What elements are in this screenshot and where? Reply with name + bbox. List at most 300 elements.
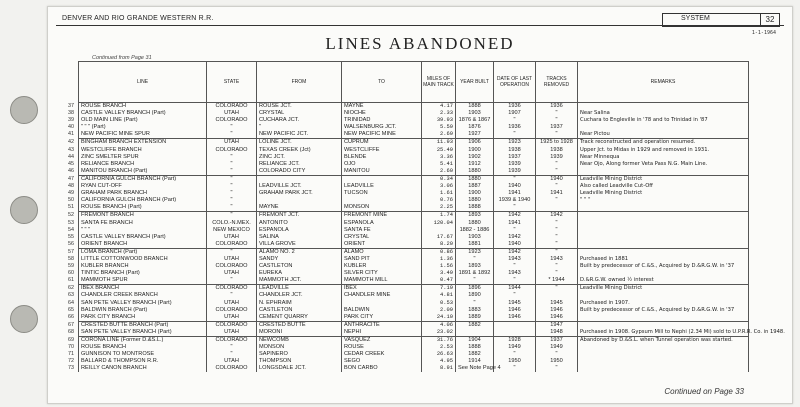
cell-removed: " — [536, 227, 578, 234]
table-row — [79, 197, 749, 204]
table-row — [79, 344, 749, 351]
cell-miles: 0.53 — [422, 300, 456, 307]
cell-built: 1900 — [456, 147, 494, 154]
cell-last: 1942 — [494, 234, 536, 241]
cell-last: 1937 — [494, 154, 536, 161]
cell-removed: 1949 — [536, 344, 578, 351]
cell-remarks — [578, 212, 749, 220]
cell-from: ANTONITO — [257, 220, 342, 227]
cell-removed: " — [536, 234, 578, 241]
row-number: 63 — [68, 292, 74, 299]
cell-state: " — [207, 124, 257, 131]
cell-removed: 1945 — [536, 300, 578, 307]
cell-remarks: Near Minnequa — [578, 154, 749, 161]
row-number: 62 — [68, 285, 74, 292]
row-number: 68 — [68, 328, 74, 335]
cell-state: COLORADO — [207, 321, 257, 329]
cell-from: MORONI — [257, 329, 342, 337]
cell-line: BINGHAM BRANCH EXTENSION — [79, 139, 207, 147]
cell-line: OLD MAIN LINE (Part) — [79, 117, 207, 124]
cell-removed: " — [536, 220, 578, 227]
binder-holes — [10, 0, 40, 407]
cell-to: MAMMOTH MILL — [342, 277, 422, 285]
cell-removed: " — [536, 285, 578, 293]
cell-from: LEADVILLE JCT. — [257, 183, 342, 190]
cell-built: 1903 — [456, 110, 494, 117]
table-row — [79, 139, 749, 147]
cell-removed: " — [536, 270, 578, 277]
cell-remarks — [578, 358, 749, 365]
cell-line: KUBLER BRANCH — [79, 263, 207, 270]
cell-last: " — [494, 227, 536, 234]
row-number: 67 — [68, 321, 74, 328]
cell-removed: " — [536, 365, 578, 372]
cell-remarks: Abandoned by D.&S.L. when Tunnel operation was started. — [578, 337, 749, 345]
cell-last: 1923 — [494, 139, 536, 147]
cell-line: GUNNISON TO MONTROSE — [79, 351, 207, 358]
cell-line: WESTCLIFFE BRANCH — [79, 147, 207, 154]
cell-removed: 1939 — [536, 154, 578, 161]
cell-last: 1940 — [494, 183, 536, 190]
cell-from: VILLA GROVE — [257, 241, 342, 249]
cell-state: COLORADO — [207, 365, 257, 372]
cell-miles — [422, 227, 456, 234]
cell-line: " " " (Part) — [79, 124, 207, 131]
cell-last: 1936 — [494, 103, 536, 111]
cell-last: 1946 — [494, 314, 536, 322]
row-number: 60 — [68, 270, 74, 277]
cell-state: " — [207, 204, 257, 212]
cell-from: CRYSTAL — [257, 110, 342, 117]
binder-hole — [10, 305, 38, 333]
row-number: 39 — [68, 117, 74, 124]
cell-last: " — [494, 263, 536, 270]
cell-from: SALINA — [257, 234, 342, 241]
row-number: 37 — [68, 103, 74, 109]
table-row — [79, 110, 749, 117]
col-miles: MILES OF MAIN TRACK — [422, 62, 456, 103]
cell-removed: 1925 to 1928 — [536, 139, 578, 147]
cell-built: 1888 — [456, 344, 494, 351]
col-from: FROM — [257, 62, 342, 103]
cell-removed: " — [536, 263, 578, 270]
table-row — [79, 124, 749, 131]
cell-state: " — [207, 161, 257, 168]
row-number: 38 — [68, 110, 74, 117]
cell-remarks: Near Salina — [578, 110, 749, 117]
table-row — [79, 204, 749, 212]
cell-remarks — [578, 344, 749, 351]
cell-built: 1882 — [456, 351, 494, 358]
cell-from: TEXAS CREEK (Jct) — [257, 147, 342, 154]
cell-last: " — [494, 175, 536, 183]
cell-remarks: Also called Leadville Cut-Off — [578, 183, 749, 190]
cell-to: CEDAR CREEK — [342, 351, 422, 358]
cell-miles: 8.20 — [422, 241, 456, 249]
cell-remarks — [578, 204, 749, 212]
cell-from: MAMMOTH JCT. — [257, 277, 342, 285]
cell-removed: " — [536, 183, 578, 190]
cell-to: ROUSE — [342, 344, 422, 351]
cell-remarks — [578, 220, 749, 227]
table-row — [79, 175, 749, 183]
cell-built: 1883 — [456, 307, 494, 314]
cell-to: TRINIDAD — [342, 117, 422, 124]
cell-removed: 1940 — [536, 175, 578, 183]
cell-removed: 1942 — [536, 212, 578, 220]
cell-miles: 1.36 — [422, 256, 456, 263]
cell-line: ORIENT BRANCH — [79, 241, 207, 249]
table-row — [79, 314, 749, 322]
cell-remarks — [578, 248, 749, 256]
cell-remarks — [578, 292, 749, 299]
cell-from: CRESTED BUTTE — [257, 321, 342, 329]
cell-built: 1887 — [456, 183, 494, 190]
lines-table — [78, 61, 785, 372]
cell-built: 1876 & 1867 — [456, 117, 494, 124]
cell-line: IBEX BRANCH — [79, 285, 207, 293]
cell-state: UTAH — [207, 329, 257, 337]
table-row — [79, 131, 749, 139]
cell-remarks — [578, 124, 749, 131]
row-number: 52 — [68, 212, 74, 219]
cell-state: " — [207, 248, 257, 256]
cell-remarks: Leadville Mining District — [578, 285, 749, 293]
cell-from: ESPANOLA — [257, 227, 342, 234]
row-number: 40 — [68, 124, 74, 131]
cell-from: LONGSDALE JCT. — [257, 365, 342, 372]
col-remarks: REMARKS — [578, 62, 749, 103]
cell-removed: 1946 — [536, 314, 578, 322]
cell-last — [494, 321, 536, 329]
cell-state: " — [207, 212, 257, 220]
cell-last: 1942 — [494, 248, 536, 256]
cell-from: THOMPSON — [257, 358, 342, 365]
cell-to: MANITOU — [342, 168, 422, 176]
cell-last: 1940 — [494, 241, 536, 249]
railroad-name: DENVER AND RIO GRANDE WESTERN R.R. — [62, 15, 214, 22]
cell-last: 1946 — [494, 307, 536, 314]
cell-removed: * 1944 — [536, 277, 578, 285]
table-row — [79, 147, 749, 154]
cell-line: MANITOU BRANCH (Part) — [79, 168, 207, 176]
cell-last: 1949 — [494, 344, 536, 351]
row-number: 41 — [68, 131, 74, 138]
cell-miles: 3.49 — [422, 270, 456, 277]
cell-built: 1914 — [456, 358, 494, 365]
cell-built: " — [456, 277, 494, 285]
cell-remarks: Purchased in 1907. — [578, 300, 749, 307]
cell-last: " — [494, 351, 536, 358]
cell-to — [342, 197, 422, 204]
cell-remarks: Upper Jct. to Midas in 1929 and removed in 1931. — [578, 147, 749, 154]
row-number: 59 — [68, 263, 74, 270]
cell-to: KUBLER — [342, 263, 422, 270]
cell-to: CHANDLER MINE — [342, 292, 422, 299]
cell-state: COLORADO — [207, 285, 257, 293]
system-number: 32 — [760, 14, 779, 26]
cell-to: MONSON — [342, 204, 422, 212]
cell-remarks: Near Ojo, Along former Veta Pass N.G. Main Line. — [578, 161, 749, 168]
cell-to: ORIENT — [342, 241, 422, 249]
cell-to: NEPHI — [342, 329, 422, 337]
cell-from: NEWCOMB — [257, 337, 342, 345]
row-number: 61 — [68, 277, 74, 284]
cell-line: RYAN CUT-OFF — [79, 183, 207, 190]
cell-state: " — [207, 344, 257, 351]
cell-remarks: Purchased in 1881 — [578, 256, 749, 263]
cell-last: 1936 — [494, 124, 536, 131]
cell-miles: 24.10 — [422, 314, 456, 322]
cell-last: 1943 — [494, 270, 536, 277]
cell-miles: 5.59 — [422, 124, 456, 131]
table-row — [79, 248, 749, 256]
cell-removed: " — [536, 161, 578, 168]
cell-line: BALDWIN BRANCH (Part) — [79, 307, 207, 314]
cell-miles: 3.36 — [422, 154, 456, 161]
cell-state: COLORADO — [207, 263, 257, 270]
cell-remarks: Cuchara to Engleville in '78 and to Trinidad in '87 — [578, 117, 749, 124]
cell-line: ROUSE BRANCH — [79, 103, 207, 111]
cell-built: 1880 — [456, 220, 494, 227]
cell-to: SILVER CITY — [342, 270, 422, 277]
cell-state: " — [207, 197, 257, 204]
cell-state: COLORADO — [207, 117, 257, 124]
row-number: 51 — [68, 204, 74, 211]
continued-on-note: Continued on Page 33 — [664, 387, 744, 396]
cell-line: SAN PETE VALLEY BRANCH (Part) — [79, 329, 207, 337]
cell-built: 1906 — [456, 139, 494, 147]
cell-from: CASTLETON — [257, 307, 342, 314]
row-number: 56 — [68, 240, 74, 247]
cell-removed — [536, 204, 578, 212]
cell-remarks: D.&R.G.W. owned ½ interest — [578, 277, 749, 285]
cell-to: NIOCHE — [342, 110, 422, 117]
cell-line: CHANDLER CREEK BRANCH — [79, 292, 207, 299]
cell-last: 1943 — [494, 256, 536, 263]
cell-from: LOLINE JCT. — [257, 139, 342, 147]
cell-removed: " — [536, 110, 578, 117]
col-tracks-removed: TRACKS REMOVED — [536, 62, 578, 103]
cell-line: CALIFORNIA GULCH BRANCH (Part) — [79, 197, 207, 204]
cell-from: NEW PACIFIC JCT. — [257, 131, 342, 139]
row-number: 53 — [68, 219, 74, 226]
cell-line: FREMONT BRANCH — [79, 212, 207, 220]
cell-state: COLO.-N.MEX. — [207, 220, 257, 227]
cell-miles: 26.63 — [422, 351, 456, 358]
cell-remarks — [578, 351, 749, 358]
cell-miles: 2.33 — [422, 110, 456, 117]
cell-to: WESTCLIFFE — [342, 147, 422, 154]
cell-state: UTAH — [207, 300, 257, 307]
cell-removed: " — [536, 351, 578, 358]
table-body — [79, 103, 785, 373]
cell-to: SEGO — [342, 358, 422, 365]
cell-from — [257, 175, 342, 183]
cell-state: " — [207, 168, 257, 176]
table-row — [79, 358, 749, 365]
row-number: 45 — [68, 160, 74, 167]
table-row — [79, 241, 749, 249]
cell-from: GRAHAM PARK JCT. — [257, 190, 342, 197]
cell-state: " — [207, 351, 257, 358]
table-row — [79, 168, 749, 176]
cell-from: LEADVILLE — [257, 285, 342, 293]
table-row — [79, 117, 749, 124]
cell-removed: 1947 — [536, 321, 578, 329]
cell-last: " — [494, 365, 536, 372]
cell-miles: 1.74 — [422, 212, 456, 220]
cell-state: UTAH — [207, 270, 257, 277]
table-row — [79, 183, 749, 190]
cell-remarks — [578, 168, 749, 176]
cell-removed: 1937 — [536, 124, 578, 131]
cell-from — [257, 197, 342, 204]
table-row — [79, 365, 749, 372]
cell-line: CORONA LINE (Former D.&S.L.) — [79, 337, 207, 345]
cell-from: COLORADO CITY — [257, 168, 342, 176]
cell-remarks: " " " — [578, 197, 749, 204]
cell-remarks — [578, 103, 749, 111]
cell-miles: 5.41 — [422, 161, 456, 168]
cell-state: " — [207, 175, 257, 183]
cell-built: 1902 — [456, 154, 494, 161]
cell-to: SAND PIT — [342, 256, 422, 263]
table-row — [79, 337, 749, 345]
cell-removed: 1937 — [536, 337, 578, 345]
cell-miles: 25.49 — [422, 147, 456, 154]
cell-built: 1923 — [456, 248, 494, 256]
cell-line: TINTIC BRANCH (Part) — [79, 270, 207, 277]
cell-last: " — [494, 131, 536, 139]
table-row — [79, 227, 749, 234]
table-row — [79, 292, 749, 299]
cell-miles: 3.06 — [422, 183, 456, 190]
cell-remarks: Near Pictou — [578, 131, 749, 139]
cell-built: 1882 — [456, 321, 494, 329]
cell-last: 1939 — [494, 161, 536, 168]
row-number: 54 — [68, 226, 74, 233]
cell-miles: 23.02 — [422, 329, 456, 337]
cell-state: " — [207, 131, 257, 139]
cell-from: FREMONT JCT. — [257, 212, 342, 220]
cell-line: CASTLE VALLEY BRANCH (Part) — [79, 234, 207, 241]
cell-line: REILLY CANON BRANCH — [79, 365, 207, 372]
cell-line: ROUSE BRANCH (Part) — [79, 204, 207, 212]
cell-state: NEW MEXICO — [207, 227, 257, 234]
cell-from: SAPINERO — [257, 351, 342, 358]
cell-to: VASQUEZ — [342, 337, 422, 345]
table-row — [79, 256, 749, 263]
cell-line: SAN PETE VALLEY BRANCH (Part) — [79, 300, 207, 307]
cell-miles: 2.09 — [422, 307, 456, 314]
cell-last: 1928 — [494, 337, 536, 345]
row-number: 57 — [68, 248, 74, 255]
cell-state: COLORADO — [207, 307, 257, 314]
col-line: LINE — [79, 62, 207, 103]
continued-from-note: Continued from Page 31 — [92, 55, 152, 61]
cell-remarks: Track reconstructed and operation resumed. — [578, 139, 749, 147]
cell-built: 1927 — [456, 131, 494, 139]
cell-to — [342, 175, 422, 183]
cell-from: MONSON — [257, 344, 342, 351]
cell-miles: 4.17 — [422, 103, 456, 111]
cell-to: BON CARBO — [342, 365, 422, 372]
cell-removed: " — [536, 131, 578, 139]
cell-miles: 1.56 — [422, 263, 456, 270]
cell-to: BLENDE — [342, 154, 422, 161]
cell-built: 1880 — [456, 175, 494, 183]
cell-built: 1891 & 1892 — [456, 270, 494, 277]
cell-line: SANTA FE BRANCH — [79, 220, 207, 227]
cell-last: " — [494, 117, 536, 124]
cell-line: " " " — [79, 227, 207, 234]
cell-state: " — [207, 183, 257, 190]
cell-built: 1896 — [456, 285, 494, 293]
col-last-operation: DATE OF LAST OPERATION — [494, 62, 536, 103]
cell-built: " — [456, 256, 494, 263]
table-row — [79, 190, 749, 197]
cell-miles: 17.67 — [422, 234, 456, 241]
cell-remarks — [578, 314, 749, 322]
row-number: 70 — [68, 344, 74, 351]
cell-state: COLORADO — [207, 337, 257, 345]
col-state: STATE — [207, 62, 257, 103]
cell-built: 1889 — [456, 314, 494, 322]
row-number: 64 — [68, 299, 74, 306]
row-number: 69 — [68, 337, 74, 343]
cell-state: COLORADO — [207, 103, 257, 111]
cell-line: NEW PACIFIC MINE SPUR — [79, 131, 207, 139]
cell-last — [494, 329, 536, 337]
cell-removed: " — [536, 117, 578, 124]
cell-miles: 0.86 — [422, 248, 456, 256]
cell-to: SANTA FE — [342, 227, 422, 234]
cell-miles: 8.91 — [422, 365, 456, 372]
table-row — [79, 277, 749, 285]
cell-miles: 4.81 — [422, 292, 456, 299]
row-number: 55 — [68, 233, 74, 240]
cell-built: 1881 — [456, 241, 494, 249]
cell-last: 1907 — [494, 110, 536, 117]
row-number: 50 — [68, 197, 74, 204]
cell-removed: 1946 — [536, 307, 578, 314]
cell-removed — [536, 292, 578, 299]
cell-line: CALIFORNIA GULCH BRANCH (Part) — [79, 175, 207, 183]
cell-to: ESPANOLA — [342, 220, 422, 227]
row-number: 48 — [68, 183, 74, 190]
cell-to: PARK CITY — [342, 314, 422, 322]
cell-line: BALLARD & THOMPSON R.R. — [79, 358, 207, 365]
cell-removed: 1950 — [536, 358, 578, 365]
cell-built: 1912 — [456, 161, 494, 168]
row-number: 73 — [68, 365, 74, 372]
cell-state: " — [207, 190, 257, 197]
cell-state: UTAH — [207, 256, 257, 263]
table-row — [79, 300, 749, 307]
cell-miles: 2.69 — [422, 131, 456, 139]
cell-to: ALAMO — [342, 248, 422, 256]
cell-line: CRESTED BUTTE BRANCH (Part) — [79, 321, 207, 329]
table-row — [79, 103, 749, 111]
cell-last: 1942 — [494, 212, 536, 220]
cell-miles: 0.34 — [422, 175, 456, 183]
cell-line: ZINC SMELTER SPUR — [79, 154, 207, 161]
cell-state: COLORADO — [207, 241, 257, 249]
table-row — [79, 351, 749, 358]
cell-built: 1903 — [456, 234, 494, 241]
cell-built: 1876 — [456, 124, 494, 131]
